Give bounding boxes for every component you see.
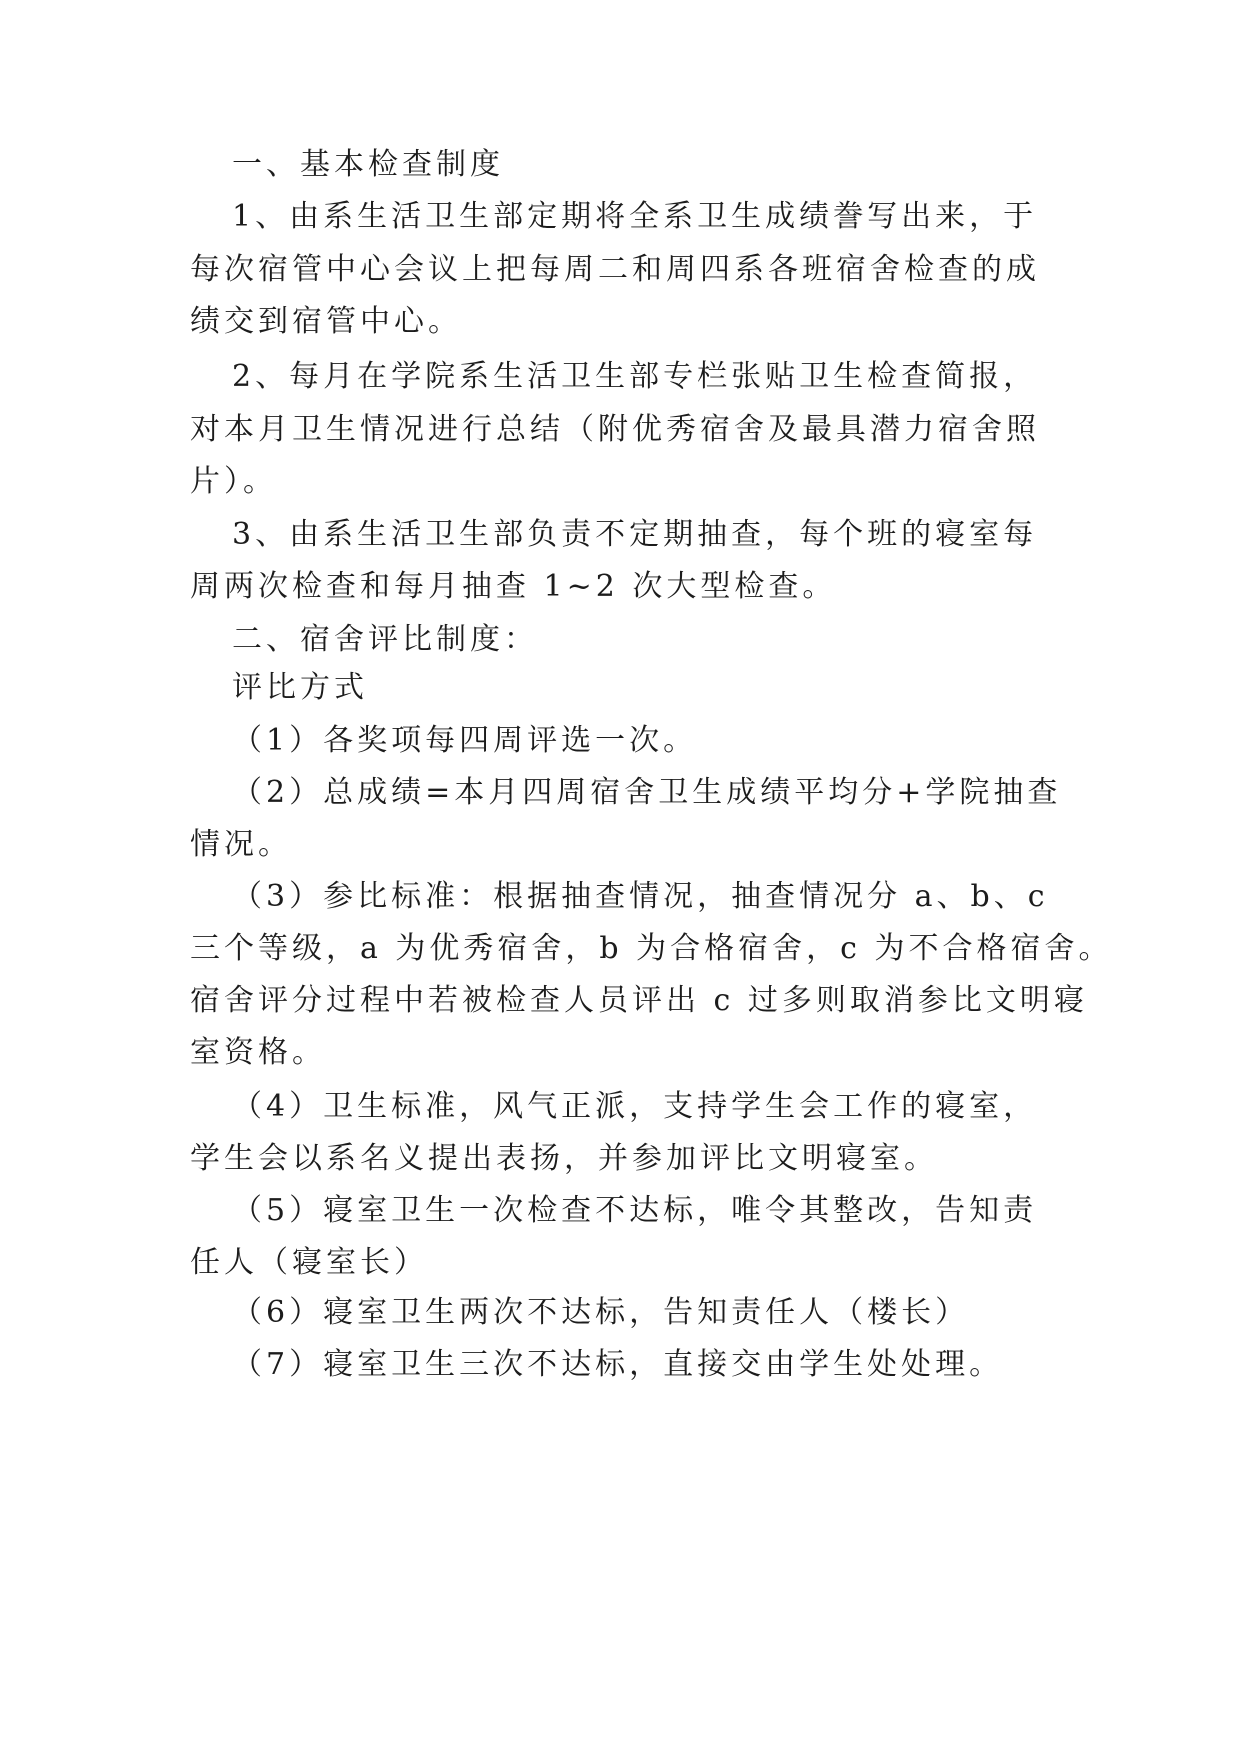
list-item: （3）参比标准：根据抽查情况，抽查情况分 a、b、c: [232, 879, 1049, 914]
list-item-continuation: 学生会以系名义提出表扬，并参加评比文明寝室。: [190, 1141, 938, 1176]
list-item: （1）各奖项每四周评选一次。: [232, 723, 698, 758]
section-heading: 一、基本检查制度: [232, 147, 504, 182]
list-item-continuation: 三个等级，a 为优秀宿舍，b 为合格宿舍，c 为不合格宿舍。: [190, 931, 1113, 966]
paragraph-line: 周两次检查和每月抽查 1~2 次大型检查。: [190, 569, 837, 604]
paragraph-line: 对本月卫生情况进行总结（附优秀宿舍及最具潜力宿舍照: [190, 412, 1040, 447]
list-item: （4）卫生标准，风气正派，支持学生会工作的寝室，: [232, 1089, 1038, 1124]
paragraph-line: 1、由系生活卫生部定期将全系卫生成绩誊写出来，于: [232, 199, 1038, 234]
paragraph-line: 3、由系生活卫生部负责不定期抽查，每个班的寝室每: [232, 517, 1038, 552]
list-item-continuation: 任人（寝室长）: [190, 1245, 428, 1280]
list-item: （7）寝室卫生三次不达标，直接交由学生处处理。: [232, 1347, 1004, 1382]
list-item-continuation: 情况。: [190, 827, 292, 862]
section-heading: 二、宿舍评比制度：: [232, 622, 538, 657]
paragraph-line: 2、每月在学院系生活卫生部专栏张贴卫生检查简报，: [232, 359, 1038, 394]
subheading: 评比方式: [232, 670, 368, 705]
list-item-continuation: 宿舍评分过程中若被检查人员评出 c 过多则取消参比文明寝: [190, 983, 1088, 1018]
list-item: （2）总成绩=本月四周宿舍卫生成绩平均分+学院抽查: [232, 775, 1062, 810]
list-item: （5）寝室卫生一次检查不达标，唯令其整改，告知责: [232, 1193, 1038, 1228]
paragraph-line: 每次宿管中心会议上把每周二和周四系各班宿舍检查的成: [190, 252, 1040, 287]
paragraph-line: 绩交到宿管中心。: [190, 304, 462, 339]
list-item: （6）寝室卫生两次不达标，告知责任人（楼长）: [232, 1295, 970, 1330]
list-item-continuation: 室资格。: [190, 1035, 326, 1070]
paragraph-line: 片）。: [190, 464, 277, 499]
